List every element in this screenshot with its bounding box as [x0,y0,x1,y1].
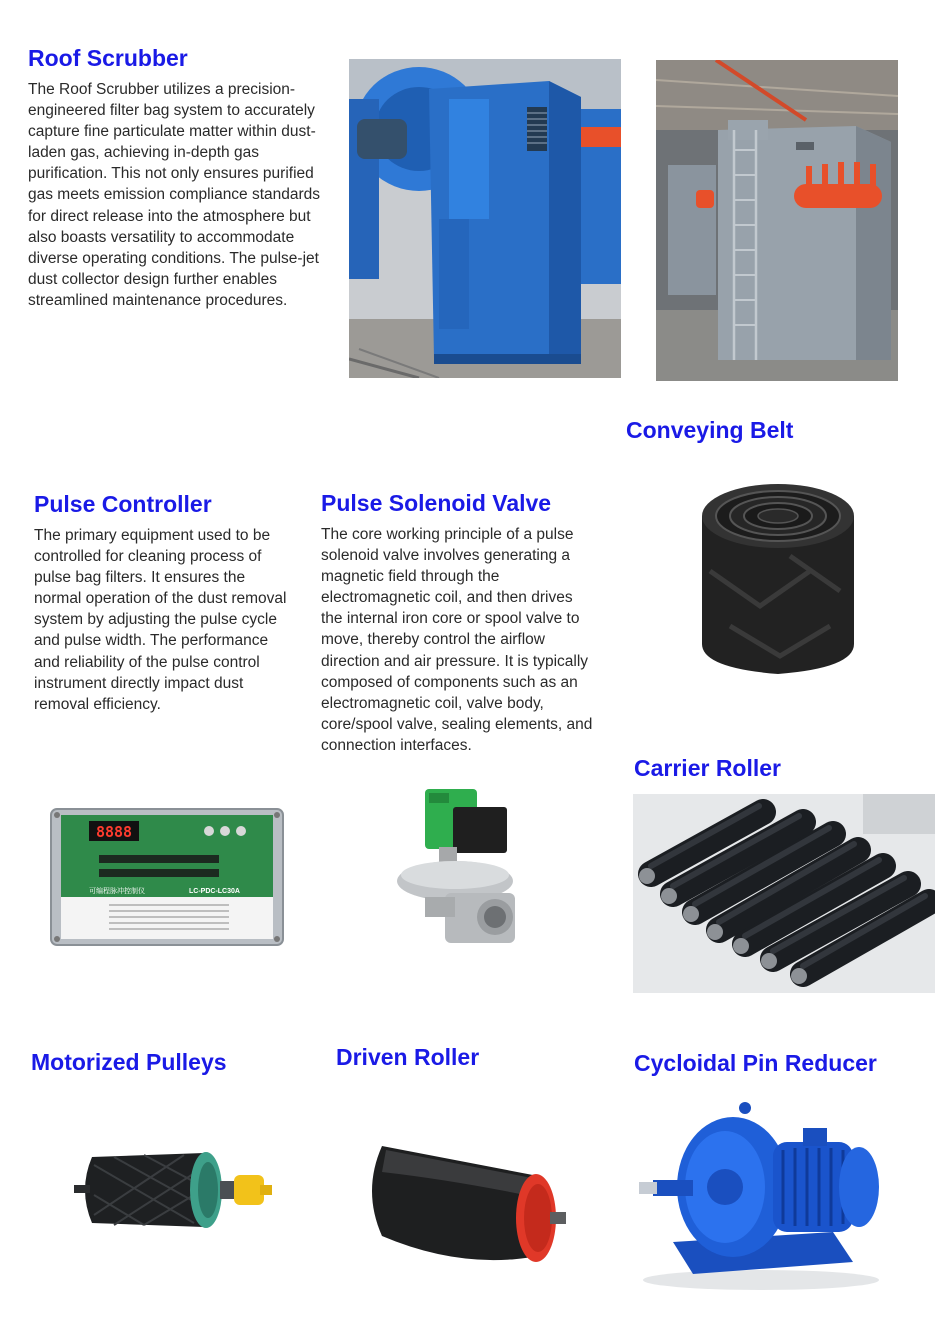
dust-collector-photo [656,60,898,381]
carrier-roller-photo [633,794,935,993]
driven-roller-title: Driven Roller [336,1044,480,1070]
pulse-controller-description: The primary equipment used to be controlled for cleaning process of pulse bag filters. It ensures the normal operation of the dust removal system by adjusting the pulse cycle and pulse width. The performance and reliability of the pulse control instrument directly impact dust removal efficiency. [34,527,287,713]
controller-model: LC-PDC-LC30A [189,888,240,895]
carrier-roller-title: Carrier Roller [634,755,782,781]
controller-display: 8888 [95,823,133,841]
roof-scrubber-title: Roof Scrubber [28,45,188,71]
motorized-pulleys-title: Motorized Pulleys [31,1049,227,1075]
pulse-controller-title: Pulse Controller [34,491,212,517]
pulse-solenoid-valve-description: The core working principle of a pulse solenoid valve involves generating a magnetic field through the electromagnetic coil, and then drives the internal iron core or spool valve to move, thereby control the airflow direction and air pressure. It is typically composed of components such as an electromagnetic coil, valve body, core/spool valve, sealing elements, and connection interfaces. [321,526,593,754]
driven-roller-photo [362,1136,568,1273]
pulse-solenoid-valve-title: Pulse Solenoid Valve [321,490,552,516]
cycloidal-pin-reducer-title: Cycloidal Pin Reducer [634,1050,877,1076]
pulse-controller-photo [49,807,285,947]
pulse-solenoid-valve-photo [395,785,519,950]
conveying-belt-photo [690,476,865,686]
roof-scrubber-photo [349,59,621,378]
roof-scrubber-description: The Roof Scrubber utilizes a precision-engineered filter bag system to accurately capture fine particulate matter within dust-laden gas, achieving in-depth gas purification. This not only ensures purified gas meets emission compliance standards for direct release into the atmosphere but also boasts versatility to accommodate diverse operating conditions. The pulse-jet dust collector design further enables streamlined maintenance procedures. [28,81,321,309]
cycloidal-pin-reducer-photo [633,1092,890,1295]
motorized-pulley-photo [74,1145,276,1235]
controller-label: 可编程脉冲控制仪 [89,888,145,895]
conveying-belt-title: Conveying Belt [626,417,794,443]
